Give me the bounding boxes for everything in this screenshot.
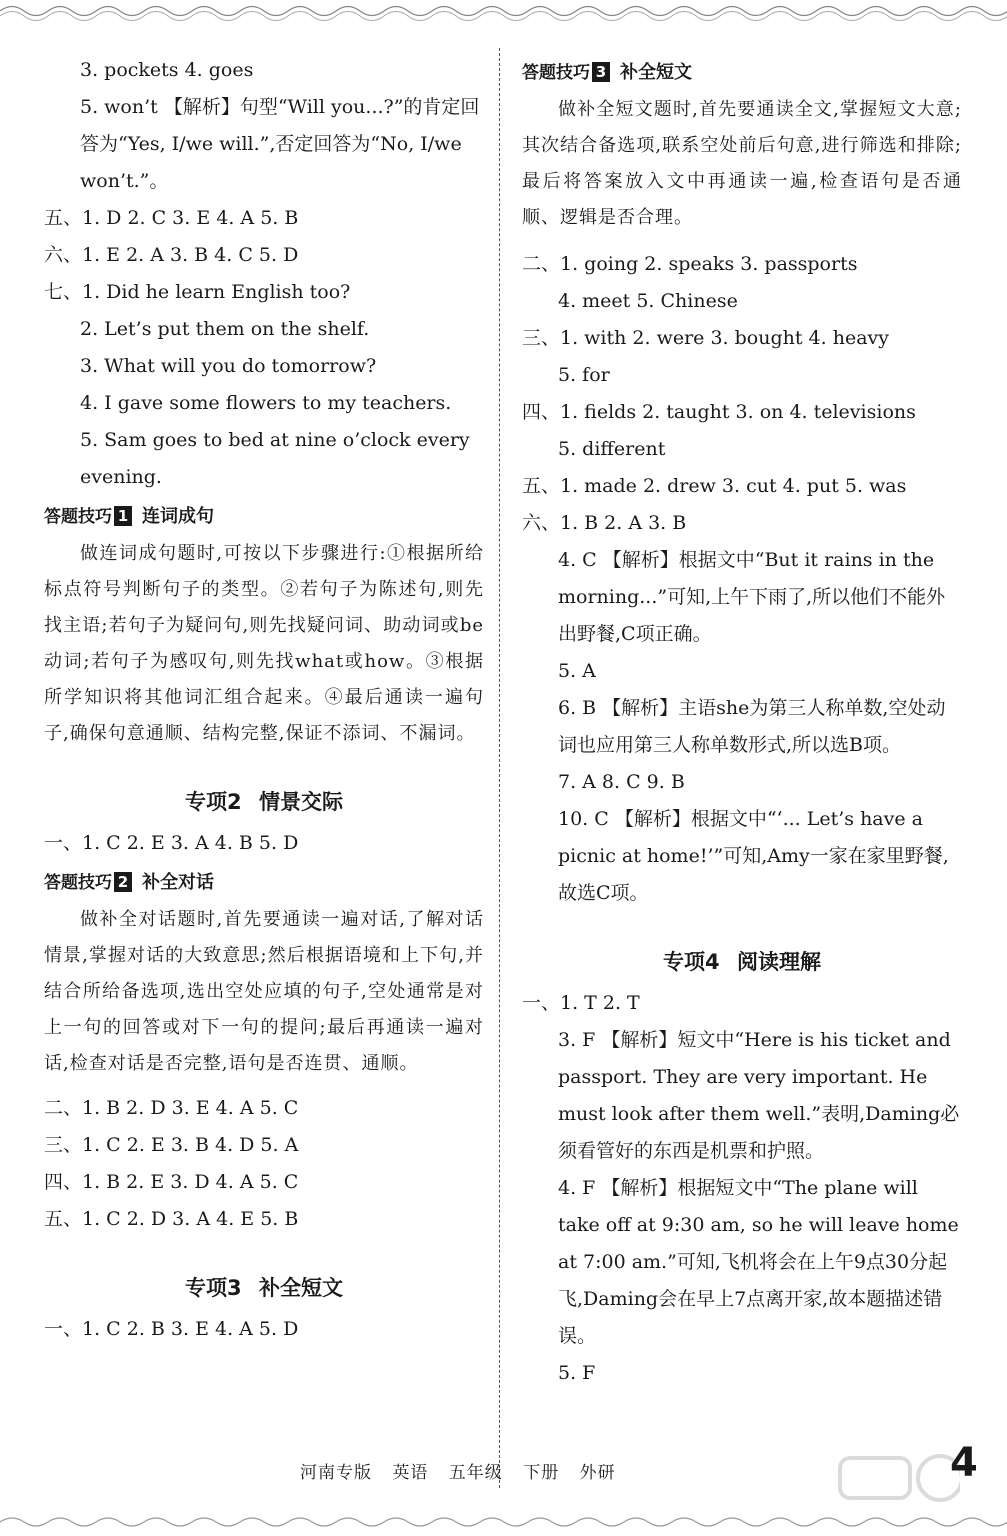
tip-body: 做连词成句题时,可按以下步骤进行:①根据所给标点符号判断句子的类型。②若句子为陈述句,则先找主语;若句子为疑问句,则先找疑问词、助动词或be动词;若句子为感叹句,则先找what或how。③根据所学知识将其他词汇组合起来。④最后通读一遍句子,确保句意通顺、结构完整,保证不添词、不漏词。: [44, 543, 484, 744]
answer-line: 四、1. B 2. E 3. D 4. A 5. C: [44, 1171, 299, 1193]
section-title: 专项2 情景交际: [185, 790, 343, 814]
answer-line: 6. B 【解析】主语she为第三人称单数,空处动词也应用第三人称单数形式,所以选B项。: [558, 697, 946, 756]
answer-line: 4. F 【解析】根据短文中“The plane will take off at 9:30 am, so he will leave home at 7:00 am.”可知,飞机将会在上午9点30分起飞,Daming会在早上7点离开家,故本题描述错误。: [558, 1177, 959, 1347]
answer-line: 4. meet 5. Chinese: [558, 290, 738, 312]
answer-line: 5. for: [558, 364, 610, 386]
answer-line: 3. F 【解析】短文中“Here is his ticket and passport. They are very important. He must look after them well.”表明,Daming必须看管好的东西是机票和护照。: [558, 1029, 960, 1162]
answer-line: 二、1. B 2. D 3. E 4. A 5. C: [44, 1097, 299, 1119]
answer-line: 5. won’t 【解析】句型“Will you...?”的肯定回答为“Yes, I/we will.”,否定回答为“No, I/we won’t.”。: [80, 96, 480, 192]
answer-line: 3. pockets 4. goes: [80, 59, 254, 81]
page-number: 4: [950, 1440, 978, 1486]
answer-line: 五、1. made 2. drew 3. cut 4. put 5. was: [522, 475, 907, 497]
section-title: 专项4 阅读理解: [663, 950, 821, 974]
answer-line: 5. Sam goes to bed at nine o’clock every evening.: [80, 429, 470, 488]
tip-label: 答题技巧: [522, 63, 590, 83]
answer-line: 7. A 8. C 9. B: [558, 771, 685, 793]
section-title: 专项3 补全短文: [185, 1276, 343, 1300]
answer-line: 三、1. C 2. E 3. B 4. D 5. A: [44, 1134, 299, 1156]
answer-line: 二、1. going 2. speaks 3. passports: [522, 253, 858, 275]
answer-line: 5. F: [558, 1362, 596, 1384]
tip-body: 做补全对话题时,首先要通读一遍对话,了解对话情景,掌握对话的大致意思;然后根据语境和上下句,并结合所给备选项,选出空处应填的句子,空处通常是对上一句的回答或对下一句的提问;最后再通读一遍对话,检查对话是否完整,语句是否连贯、通顺。: [44, 909, 484, 1074]
tip-heading: [44, 864, 484, 902]
answer-line: 四、1. fields 2. taught 3. on 4. televisions: [522, 401, 916, 423]
tip-badge: 3: [592, 62, 610, 82]
answer-line: 2. Let’s put them on the shelf.: [80, 318, 370, 340]
answer-line: 七、1. Did he learn English too?: [44, 281, 351, 303]
tip-title: 补全对话: [142, 872, 214, 893]
answer-line: 5. different: [558, 438, 666, 460]
tip-title: 连词成句: [142, 506, 214, 527]
tip-body: 做补全短文题时,首先要通读全文,掌握短文大意;其次结合备选项,联系空处前后句意,进行筛选和排除;最后将答案放入文中再通读一遍,检查语句是否通顺、逻辑是否合理。: [522, 99, 962, 228]
answer-line: 六、1. B 2. A 3. B: [522, 512, 687, 534]
tip-label: 答题技巧: [44, 507, 112, 527]
answer-line: 一、1. C 2. E 3. A 4. B 5. D: [44, 832, 299, 854]
answer-line: 10. C 【解析】根据文中“‘... Let’s have a picnic at home!’”可知,Amy一家在家里野餐,故选C项。: [558, 808, 949, 904]
answer-line: 五、1. D 2. C 3. E 4. A 5. B: [44, 207, 299, 229]
column-divider: [499, 48, 500, 1488]
bottom-border-decoration: [0, 1514, 1007, 1536]
answer-line: 3. What will you do tomorrow?: [80, 355, 377, 377]
tip-badge: 2: [114, 872, 132, 892]
tip-title: 补全短文: [620, 62, 692, 83]
answer-line: 4. I gave some flowers to my teachers.: [80, 392, 452, 414]
tip-heading: [44, 498, 484, 536]
answer-line: 三、1. with 2. were 3. bought 4. heavy: [522, 327, 889, 349]
answer-line: 一、1. C 2. B 3. E 4. A 5. D: [44, 1318, 299, 1340]
right-column: [522, 52, 962, 1392]
tip-heading: [522, 54, 962, 92]
answer-line: 4. C 【解析】根据文中“But it rains in the morning...”可知,上午下雨了,所以他们不能外出野餐,C项正确。: [558, 549, 946, 645]
answer-line: 五、1. C 2. D 3. A 4. E 5. B: [44, 1208, 299, 1230]
answer-line: 一、1. T 2. T: [522, 992, 640, 1014]
page-footer: 河南专版 英语 五年级 下册 外研: [300, 1463, 616, 1483]
answer-line: 六、1. E 2. A 3. B 4. C 5. D: [44, 244, 299, 266]
tip-badge: 1: [114, 506, 132, 526]
answer-line: 5. A: [558, 660, 596, 682]
tip-label: 答题技巧: [44, 873, 112, 893]
top-border-decoration: [0, 0, 1007, 22]
left-column: [44, 52, 484, 1348]
